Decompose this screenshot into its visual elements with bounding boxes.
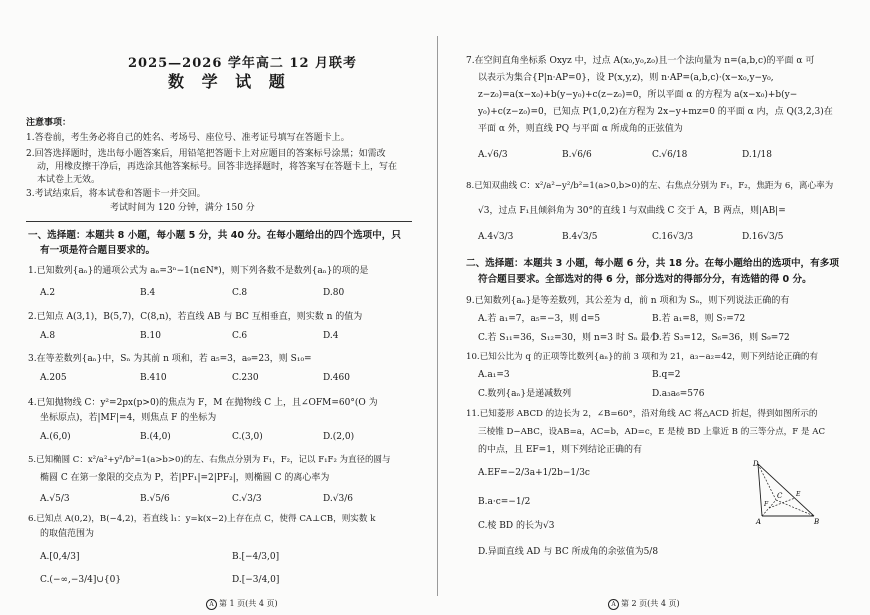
q11-option-b: B.a·c=−1/2	[478, 497, 531, 507]
question-7-line: y₀)+c(z−z₀)=0，已知点 P(1,0,2)在方程为 2x−y+mz=0 的平面 α 内，点 Q(3,2,3)在	[478, 107, 833, 117]
question-8: 8.已知双曲线 C：x²/a²−y²/b²=1(a>0,b>0)的左、右焦点分别为 F₁，F₂，焦距为 6，离心率为	[466, 181, 834, 191]
q8-option-d: D.16√3/5	[742, 232, 784, 242]
q8-option-a: A.4√3/3	[478, 232, 514, 242]
exam-title: 2025—2026 学年高二 12 月联考	[128, 56, 358, 71]
question-10: 10.已知公比为 q 的正项等比数列{aₙ}的前 3 项和为 21，a₃−a₂=42，则下列结论正确的有	[466, 352, 819, 362]
page-footer-left: A 第 1 页(共 4 页)	[206, 598, 278, 610]
q9-option-b: B.若 a₁=8，则 S₇=72	[652, 314, 746, 324]
q9-option-a: A.若 a₁=7，a₅=−3，则 d=5	[478, 314, 601, 324]
q10-option-c: C.数列{aₙ}是递减数列	[478, 389, 572, 399]
q5-option-d: D.√3/6	[323, 494, 353, 504]
q8-option-c: C.16√3/3	[652, 232, 694, 242]
note-line: 动，用橡皮擦干净后，再选涂其他答案标号。回答非选择题时，将答案写在答题卡上，写在	[37, 162, 398, 172]
q1-option-b: B.4	[140, 288, 156, 298]
notes-heading: 注意事项：	[26, 118, 72, 128]
q2-option-b: B.10	[140, 331, 161, 341]
q11-option-a: A.EF=−2/3a+1/2b−1/3c	[478, 468, 590, 478]
q6-option-c: C.(−∞,−3/4]∪{0}	[40, 575, 122, 585]
q2-option-c: C.6	[232, 331, 248, 341]
question-4: 4.已知抛物线 C：y²=2px(p>0)的焦点为 F，M 在抛物线 C 上，且∠OFM=60°(O 为	[28, 398, 378, 408]
q6-option-d: D.[−3/4,0]	[232, 575, 280, 585]
page-footer-right: A 第 2 页(共 4 页)	[608, 598, 680, 610]
divider-line	[26, 221, 412, 222]
q9-option-c: C.若 S₁₁=36，S₁₂=30，则 n=3 时 Sₙ 最小	[478, 333, 659, 343]
q4-option-c: C.(3,0)	[232, 432, 263, 442]
q1-option-d: D.80	[323, 288, 345, 298]
note-line: 3.考试结束后，将本试卷和答题卡一并交回。	[26, 189, 206, 199]
section1-heading: 有一项是符合题目要求的。	[40, 245, 156, 256]
question-5: 5.已知椭圆 C：x²/a²+y²/b²=1(a>b>0)的左、右焦点分别为 F₁，F₂，记以 F₁F₂ 为直径的圆与	[28, 455, 391, 465]
q3-option-c: C.230	[232, 373, 259, 383]
q4-option-d: D.(2,0)	[323, 432, 355, 442]
label-d: D	[753, 460, 759, 468]
label-f: F	[764, 501, 769, 508]
q7-option-b: B.√6/6	[562, 150, 592, 160]
q5-option-b: B.√5/6	[140, 494, 170, 504]
q9-option-d: D.若 S₃=12，S₆=36，则 S₉=72	[652, 333, 790, 343]
q10-option-b: B.q=2	[652, 370, 681, 380]
q6-option-b: B.[−4/3,0]	[232, 552, 280, 562]
question-6: 6.已知点 A(0,2)，B(−4,2)，若直线 l₁：y=k(x−2)上存在点 C，使得 CA⊥CB，则实数 k	[28, 514, 376, 524]
time-info: 考试时间为 120 分钟，满分 150 分	[110, 203, 255, 213]
section2-heading: 符合题目要求。全部选对的得 6 分，部分选对的得部分分，有选错的得 0 分。	[478, 274, 812, 285]
q8-option-b: B.4√3/5	[562, 232, 598, 242]
q3-option-b: B.410	[140, 373, 167, 383]
question-9: 9.已知数列{aₙ}是等差数列，其公差为 d，前 n 项和为 Sₙ，则下列说法正确的有	[466, 296, 790, 306]
question-11-line: 的中点，且 EF=1，则下列结论正确的有	[478, 445, 642, 455]
label-c: C	[777, 492, 783, 500]
q7-option-a: A.√6/3	[478, 150, 508, 160]
circle-a-icon: A	[608, 599, 619, 610]
note-line: 2.回答选择题时，选出每小题答案后，用铅笔把答题卡上对应题目的答案标号涂黑；如需改	[26, 149, 386, 159]
q4-option-a: A.(6,0)	[40, 432, 71, 442]
tetrahedron-figure	[752, 458, 832, 528]
q11-option-c: C.棱 BD 的长为√3	[478, 521, 555, 531]
circle-a-icon: A	[206, 599, 217, 610]
q1-option-a: A.2	[40, 288, 56, 298]
question-7: 7.在空间直角坐标系 Oxyz 中，过点 A(x₀,y₀,z₀)且一个法向量为 n=(a,b,c)的平面 α 可	[466, 56, 815, 66]
q1-option-c: C.8	[232, 288, 248, 298]
q10-option-d: D.a₃a₆=576	[652, 389, 705, 399]
edge-cb	[776, 500, 814, 516]
q6-option-a: A.[0,4/3]	[40, 552, 80, 562]
q2-option-a: A.8	[40, 331, 56, 341]
q7-option-d: D.1/18	[742, 150, 772, 160]
label-a: A	[756, 518, 762, 526]
question-5-cont: 椭圆 C 在第一象限的交点为 P，若|PF₁|=2|PF₂|，则椭圆 C 的离心率为	[40, 473, 330, 483]
question-11-line: 三棱锥 D−ABC，设AB=a，AC=b，AD=c，E 是棱 BD 上靠近 B 的三等分点，F 是 AC	[478, 427, 826, 437]
q5-option-c: C.√3/3	[232, 494, 262, 504]
question-4-cont: 坐标原点)，若|MF|=4，则焦点 F 的坐标为	[40, 413, 217, 423]
q10-option-a: A.a₁=3	[478, 370, 510, 380]
q3-option-d: D.460	[323, 373, 350, 383]
q3-option-a: A.205	[40, 373, 67, 383]
q4-option-b: B.(4,0)	[140, 432, 171, 442]
q5-option-a: A.√5/3	[40, 494, 70, 504]
question-3: 3.在等差数列{aₙ}中，Sₙ 为其前 n 项和，若 a₅=3，a₉=23，则 S₁₀=	[28, 354, 312, 364]
question-7-line: 以表示为集合{P|n·AP=0}，设 P(x,y,z)，则 n·AP=(a,b,c)·(x−x₀,y−y₀,	[478, 73, 774, 83]
question-6-cont: 的取值范围为	[40, 529, 95, 539]
question-7-line: 平面 α 外，则直线 PQ 与平面 α 所成角的正弦值为	[478, 124, 683, 134]
edge-db	[758, 464, 814, 516]
section2-heading: 二、选择题：本题共 3 小题，每小题 6 分，共 18 分。在每小题给出的选项中，有多项	[466, 258, 839, 269]
page-divider	[437, 36, 438, 596]
note-line: 1.答卷前，考生务必将自己的姓名、考场号、座位号、准考证号填写在答题卡上。	[26, 133, 350, 143]
question-2: 2.已知点 A(3,1)，B(5,7)，C(8,n)，若直线 AB 与 BC 互相垂直，则实数 n 的值为	[28, 312, 363, 322]
question-11: 11.已知菱形 ABCD 的边长为 2，∠B=60°，沿对角线 AC 将△ACD 折起，得到如图所示的	[466, 409, 818, 419]
note-line: 本试卷上无效。	[37, 175, 101, 185]
section1-heading: 一、选择题：本题共 8 小题，每小题 5 分，共 40 分。在每小题给出的四个选项中，只	[28, 230, 401, 241]
edge-da	[758, 464, 762, 516]
subject-title: 数 学 试 题	[168, 72, 291, 91]
label-b: B	[814, 518, 820, 526]
q7-option-c: C.√6/18	[652, 150, 688, 160]
question-7-line: z−z₀)=a(x−x₀)+b(y−y₀)+c(z−z₀)=0，所以平面 α 的方程为 a(x−x₀)+b(y−	[478, 90, 798, 100]
question-1: 1.已知数列{aₙ}的通项公式为 aₙ=3ⁿ−1(n∈N*)，则下列各数不是数列{aₙ}的项的是	[28, 266, 369, 276]
question-8-line: √3，过点 F₁且倾斜角为 30°的直线 l 与双曲线 C 交于 A，B 两点，则|AB|=	[478, 206, 786, 216]
label-e: E	[796, 491, 801, 498]
q2-option-d: D.4	[323, 331, 339, 341]
q11-option-d: D.异面直线 AD 与 BC 所成角的余弦值为5/8	[478, 547, 659, 557]
